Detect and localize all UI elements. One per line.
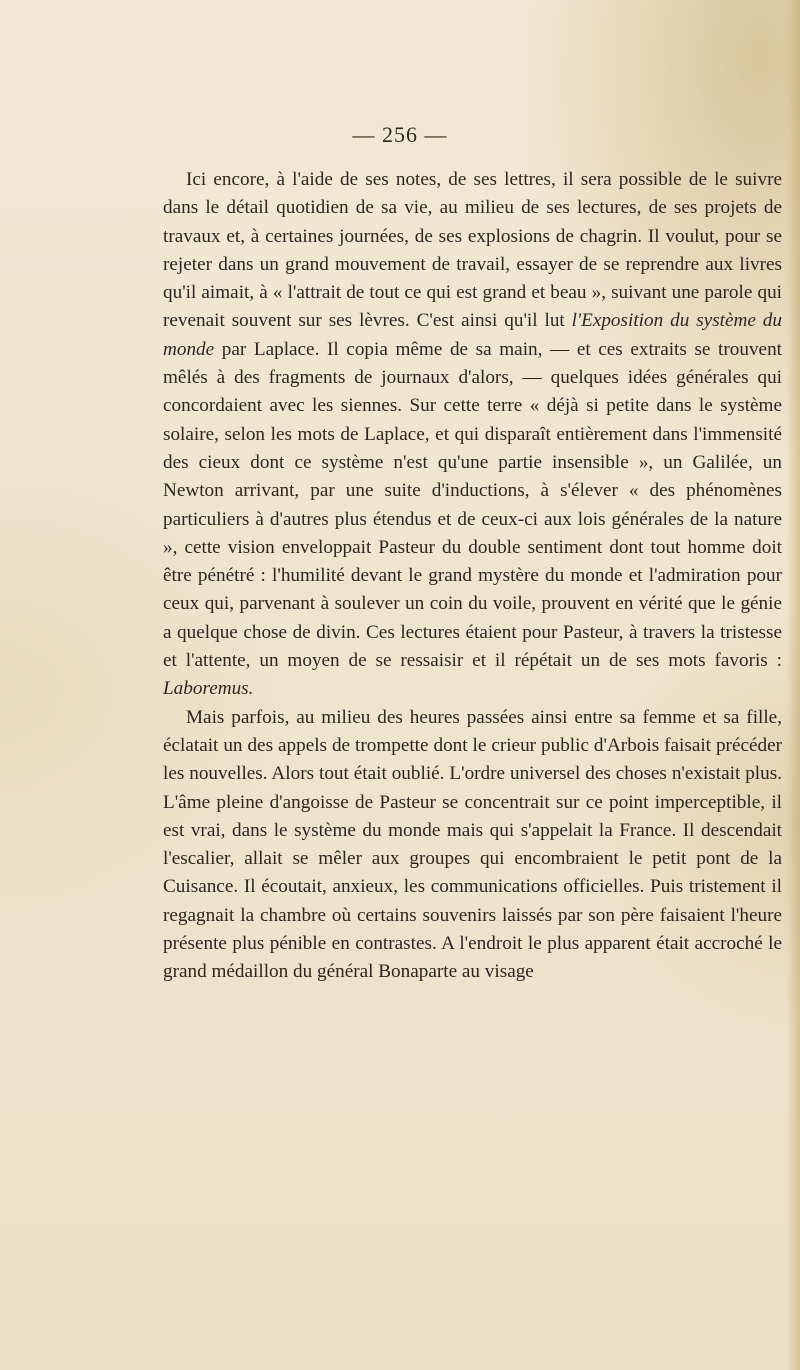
book-title-italic: l'Exposition du système du monde bbox=[163, 310, 782, 360]
paragraph-1-text-b: par Laplace. Il copia même de sa main, — et ces extraits se trouvent mêlés à des fragments de journaux d'alors, — quelques idées générales qui concordaient avec les siennes. Sur cette terre « déjà si petite dans le système solaire, selon les mots de Laplace, et qui disparaît entièrement dans l'immensité des cieux dont ce système n'est qu'une partie insensible », un Galilée, un Newton arrivant, par une suite d'inductions, à s'élever « des phénomènes particuliers à d'autres plus étendus et de ceux-ci aux lois générales de la nature », cette vision enveloppait Pasteur du double sentiment dont tout homme doit être pénétré : l'humilité devant le grand mystère du monde et l'admiration pour ceux qui, parvenant à soulever un coin du voile, prouvent en vérité que le génie a quelque chose de divin. Ces lectures étaient pour Pasteur, à travers la tristesse et l'attente, un moyen de se ressaisir et il répétait un de ses mots favoris : bbox=[163, 338, 782, 672]
paragraph-2: Mais parfois, au milieu des heures passées ainsi entre sa femme et sa fille, éclatait un des appels de trompette dont le crieur public d'Arbois faisait précéder les nouvelles. Alors tout était oublié. L'ordre universel des choses n'existait plus. L'âme pleine d'angoisse de Pasteur se concentrait sur ce point imperceptible, il est vrai, dans le système du monde mais qui s'appelait la France. Il descendait l'escalier, allait se mêler aux groupes qui encombraient le petit pont de la Cuisance. Il écoutait, anxieux, les communications officielles. Puis tristement il regagnait la chambre où certains souvenirs laissés par son père faisaient l'heure présente plus pénible en contrastes. A l'endroit le plus apparent était accroché le grand médaillon du général Bonaparte au visage bbox=[163, 706, 782, 983]
paragraph-1-text-a: Ici encore, à l'aide de ses notes, de ses lettres, il sera possible de le suivre dans le détail quotidien de sa vie, au milieu de ses lectures, de ses projets de travaux et, à certaines journées, de ses explosions de chagrin. Il voulut, pour se rejeter dans un grand mouvement de travail, essayer de se reprendre aux livres qu'il aimait, à « l'attrait de tout ce qui est grand et beau », suivant une parole qui revenait souvent sur ses lèvres. C'est ainsi qu'il lut bbox=[163, 169, 782, 332]
paragraph-1 bbox=[163, 166, 782, 704]
page-number: — 256 — bbox=[352, 122, 448, 147]
body-text bbox=[163, 166, 782, 987]
motto-italic: Laboremus. bbox=[163, 678, 254, 700]
page-edge-shadow bbox=[786, 0, 800, 1370]
